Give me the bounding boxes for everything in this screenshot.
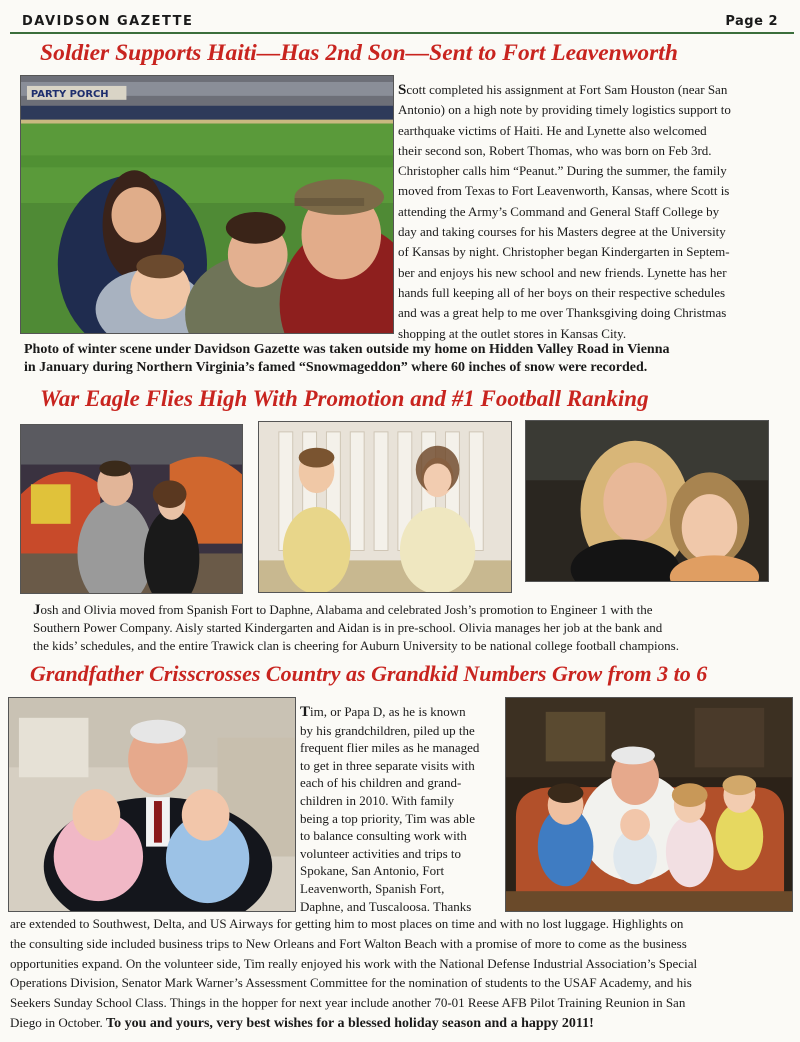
josh-olivia-photo — [20, 424, 243, 594]
article3-col-line: children in 2010. With family — [300, 792, 455, 808]
article1-body — [398, 80, 778, 344]
article3-headline: Grandfather Crisscrosses Country as Grandkid Numbers Grow from 3 to 6 — [30, 661, 708, 686]
article1-line: Christopher calls him “Peanut.” During the summer, the family — [398, 163, 727, 179]
masthead-rule — [10, 32, 794, 34]
article3-col-line: each of his children and grand- — [300, 775, 462, 791]
article3-col-line: being a top priority, Tim was able — [300, 810, 476, 826]
page-number: Page 2 — [725, 14, 778, 29]
caption-line: in January during Northern Virginia’s famed “Snowmageddon” where 60 inches of snow were recorded. — [24, 360, 648, 375]
snow-photo-caption — [24, 341, 784, 377]
article3-dropcap: T — [300, 704, 311, 720]
article3-col-line: Daphne, and Tuscaloosa. Thanks — [300, 898, 472, 914]
stadium-sign-text: PARTY PORCH — [30, 88, 109, 100]
article2-body — [33, 601, 793, 656]
article2-line: Southern Power Company. Aisly started Kindergarten and Aidan is in pre-school. Olivia manages her job at the bank and — [33, 620, 663, 636]
article1-line: Antonio) on a high note by providing timely logistics support to — [398, 102, 731, 118]
article1-line: hands full keeping all of her boys on their respective schedules — [398, 284, 726, 300]
article3-col-line: to balance consulting work with — [300, 828, 467, 844]
article2-line: osh and Olivia moved from Spanish Fort to Daphne, Alabama and celebrated Josh’s promotion to Engineer 1 with the — [40, 602, 653, 617]
article3-last-line: Diego in October. — [10, 1014, 107, 1030]
article1-line: earthquake victims of Haiti. He and Lynette also welcomed — [398, 122, 707, 138]
article1-line: ber and enjoys his new school and new friends. Lynette has her — [398, 264, 727, 280]
newsletter-title: DAVIDSON GAZETTE — [22, 14, 194, 29]
caption-line: Photo of winter scene under Davidson Gazette was taken outside my home on Hidden Valley Road in Vienna — [24, 342, 670, 357]
grandfather-twins-photo — [8, 697, 296, 912]
aidan-aisly-photo — [258, 421, 512, 593]
article3-column — [300, 703, 505, 915]
article3-col-line: Spokane, San Antonio, Fort — [300, 863, 445, 879]
article1-dropcap: S — [398, 82, 407, 98]
mother-daughter-photo — [525, 420, 769, 582]
article3-col-line: volunteer activities and trips to — [300, 845, 462, 861]
article3-wide-body — [10, 914, 796, 1034]
article3-wide-line: opportunities expand. On the volunteer side, Tim really enjoyed his work with the National Defense Industrial Association’s Special — [10, 955, 698, 971]
article3-col-line: to get in three separate visits with — [300, 757, 475, 773]
article3-wide-line: are extended to Southwest, Delta, and US Airways for getting him to most places on time and with no lost luggage. Highlights on — [10, 916, 684, 931]
article3-col-line: Leavenworth, Spanish Fort, — [300, 880, 445, 896]
article3-wide-line: Seekers Sunday School Class. Things in the hopper for next year include another 70-01 Reese AFB Pilot Training Reunion in San — [10, 995, 686, 1011]
article3-wide-line: Operations Division, Senator Mark Warner’s Assessment Committee for the nomination of students to the USAF Academy, and his — [10, 975, 692, 991]
article1-headline: Soldier Supports Haiti—Has 2nd Son—Sent to Fort Leavenworth — [40, 40, 678, 66]
article1-line: shopping at the outlet stores in Kansas City. — [398, 325, 627, 341]
article1-line: attending the Army’s Command and General Staff College by — [398, 203, 720, 219]
article1-line: of Kansas by night. Christopher began Kindergarten in Septem- — [398, 244, 730, 260]
masthead — [22, 12, 778, 32]
grandfather-grandkids-couch-photo — [505, 697, 793, 912]
article1-line: cott completed his assignment at Fort Sam Houston (near San — [406, 82, 728, 97]
article3-col-line: by his grandchildren, piled up the — [300, 722, 475, 738]
article3-col-line: frequent flier miles as he managed — [300, 740, 480, 756]
article1-line: day and taking courses for his Masters degree at the University — [398, 224, 726, 240]
article2-dropcap: J — [33, 602, 41, 618]
article2-headline: War Eagle Flies High With Promotion and #1 Football Ranking — [40, 386, 649, 411]
article1-line: and was a great help to me over Thanksgiving doing Christmas — [398, 305, 727, 321]
article3-col-line: im, or Papa D, as he is known — [310, 704, 466, 719]
article2-line: the kids’ schedules, and the entire Trawick clan is cheering for Auburn University to be national college football champions. — [33, 638, 679, 654]
article3-wide-line: the consulting side included business trips to New Orleans and Fort Walton Beach with a promise of more to come as the business — [10, 935, 687, 951]
article1-line: moved from Texas to Fort Leavenworth, Kansas, where Scott is — [398, 183, 730, 199]
holiday-greeting: To you and yours, very best wishes for a blessed holiday season and a happy 2011! — [106, 1015, 594, 1031]
family-stadium-photo — [20, 75, 394, 334]
article1-line: their second son, Robert Thomas, who was born on Feb 3rd. — [398, 142, 712, 158]
